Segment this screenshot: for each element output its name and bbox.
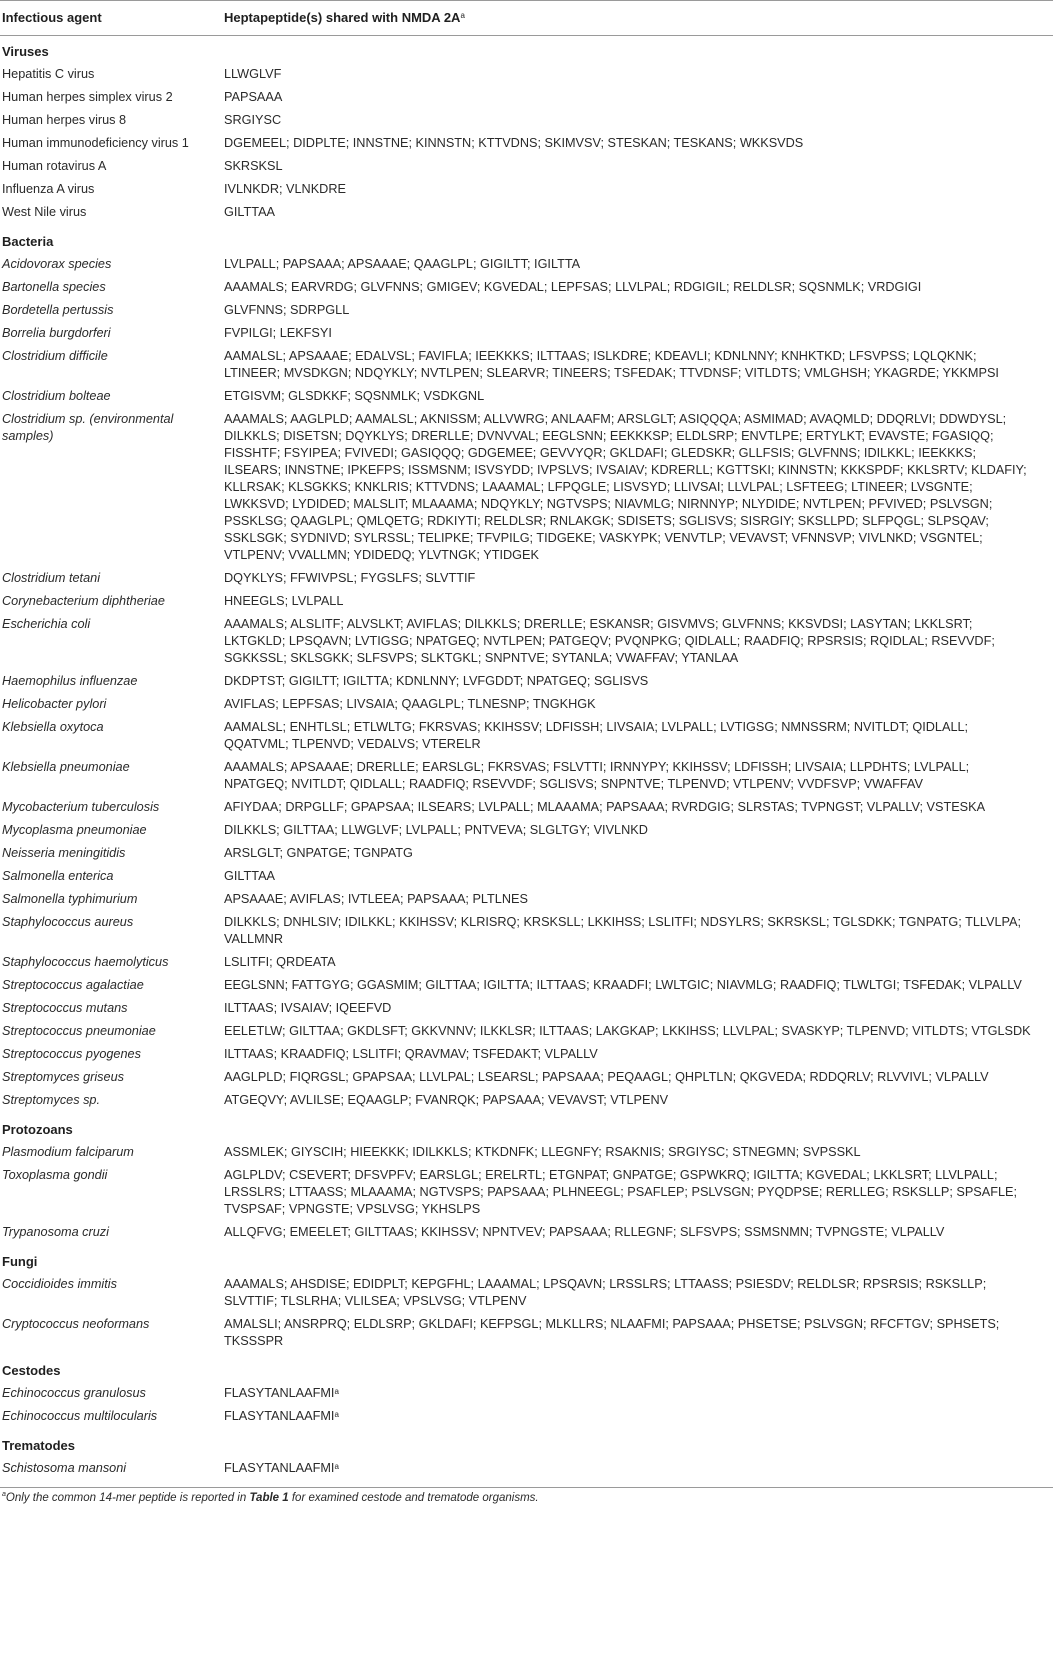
agent-cell: Streptococcus agalactiae — [2, 978, 144, 992]
group-row — [0, 224, 1053, 253]
agent-cell: Hepatitis C virus — [2, 67, 95, 81]
agent-cell: Helicobacter pylori — [2, 697, 107, 711]
footnote-table-ref: Table 1 — [249, 1492, 289, 1504]
peptides-text: GLVFNNS; SDRPGLL — [224, 303, 350, 317]
peptides-cell — [222, 670, 1053, 693]
table-row — [0, 590, 1053, 613]
agent-cell: Staphylococcus haemolyticus — [2, 955, 169, 969]
peptides-cell — [222, 132, 1053, 155]
table-body — [0, 36, 1053, 1488]
peptides-cell — [222, 567, 1053, 590]
peptides-text: ILTTAAS; IVSAIAV; IQEEFVD — [224, 1001, 392, 1015]
peptides-text: AVIFLAS; LEPFSAS; LIVSAIA; QAAGLPL; TLNESNP; TNGKHGK — [224, 697, 596, 711]
group-row — [0, 1353, 1053, 1382]
peptides-cell — [222, 155, 1053, 178]
agent-cell: Mycoplasma pneumoniae — [2, 823, 147, 837]
peptides-text: AAAMALS; AAGLPLD; AAMALSL; AKNISSM; ALLVWRG; ANLAAFM; ARSLGLT; ASIQQQA; ASMIMAD; AVAQMLD; DDQRLVI; DDWDYSL; DILKKLS; DISETSN; DQYKLYS; DRERLLE; DVNVVAL; EEGLSNN; EEKKKSP; ELDLSRP; ENVTLPE; ERTYLKT; EVAVSTE; FGASIQQ; FISSHTF; FSYIPEA; FVIVEDI; GASIQQQ; GDGEMEE; GEVVYQR; GKLDAFI; GLEDSKR; GLLFSIS; GLVFNNS; IDILKKL; IEEKKKS; ILSEARS; INNSTNE; IPKEFPS; ISSMSNM; ISVSYDD; IVPSLVS; IVSAIAV; KDRERLL; KGTTSKI; KINNSTN; KKKSPDF; KKLSRTV; KLDAFIY; KLLRSAK; KLSGKKS; KNKLRIS; KTTVDNS; LAAAMAL; LFPQGLE; LISVSYD; LLIVSAI; LLVLPAL; LSFTEEG; LTINEER; LVSGNTE; LWKKSVD; LYDIDED; MALSLIT; MLAAAMA; NDQYKLY; NGTVSPS; NIAVMLG; NIRNNYP; NLYDIDE; NVTLPEN; PFVIVED; PSLVSGN; PSSKLSG; QAAGLPL; QMLQETG; RDKIYTI; RELDLSR; RNLAKGK; SDISETS; SGLISVS; SISRGIY; SKSLLPD; SLFPQGL; SLPSQAV; SSKLSGK; SYDNIVD; SYLRSSL; TELIPKE; TFVPILG; TIDGEKE; VASKYPK; VENVTLP; VEVAVST; VFNNSVP; VIVLNKD; VSGNTEL; VTLPENV; VVALLMN; YDIDEDQ; YLVTNGK; YTIDGEK — [224, 412, 1027, 562]
table-row — [0, 951, 1053, 974]
table-row — [0, 408, 1053, 567]
group-heading: Viruses — [2, 44, 49, 59]
group-row — [0, 1428, 1053, 1457]
table-row — [0, 345, 1053, 385]
peptides-text: DKDPTST; GIGILTT; IGILTTA; KDNLNNY; LVFGDDT; NPATGEQ; SGLISVS — [224, 674, 649, 688]
table-row — [0, 716, 1053, 756]
table-row — [0, 132, 1053, 155]
agent-cell: Coccidioides immitis — [2, 1277, 117, 1291]
peptides-cell — [222, 408, 1053, 567]
table-row — [0, 1164, 1053, 1221]
peptides-cell — [222, 276, 1053, 299]
peptides-cell — [222, 1405, 1053, 1428]
table-row — [0, 1221, 1053, 1244]
peptides-text: APSAAAE; AVIFLAS; IVTLEEA; PAPSAAA; PLTLNES — [224, 892, 528, 906]
peptides-cell — [222, 299, 1053, 322]
header-footnote-marker: a — [460, 11, 465, 20]
peptides-text: AAMALSL; ENHTLSL; ETLWLTG; FKRSVAS; KKIHSSV; LDFISSH; LIVSAIA; LVLPALL; LVTIGSG; NMNSSRM; NVITLDT; QIDLALL; QQATVML; TLPENVD; VEDALVS; VTERELR — [224, 720, 969, 751]
peptides-text: AAMALSL; APSAAAE; EDALVSL; FAVIFLA; IEEKKKS; ILTTAAS; ISLKDRE; KDEAVLI; KDNLNNY; KNHKTKD; LFSVPSS; LQLQKNK; LTINEER; MVSDKGN; NDQYKLY; NVTLPEN; SLEARVR; TINEERS; TSFEDAK; TTVDNSF; VITLDTS; VMLGHSH; YKAGRDE; YKKMPSI — [224, 349, 999, 380]
table-row — [0, 974, 1053, 997]
peptides-cell — [222, 86, 1053, 109]
table-row — [0, 385, 1053, 408]
peptides-text: LSLITFI; QRDEATA — [224, 955, 336, 969]
table-row — [0, 613, 1053, 670]
agent-cell: Bordetella pertussis — [2, 303, 114, 317]
peptides-text: FLASYTANLAAFMI — [224, 1461, 335, 1475]
agent-cell: West Nile virus — [2, 205, 87, 219]
agent-cell: Clostridium bolteae — [2, 389, 111, 403]
agent-cell: Schistosoma mansoni — [2, 1461, 127, 1475]
table-row — [0, 865, 1053, 888]
table-row — [0, 1020, 1053, 1043]
table-row — [0, 819, 1053, 842]
peptides-cell — [222, 716, 1053, 756]
peptides-text: ALLQFVG; EMEELET; GILTTAAS; KKIHSSV; NPNTVEV; PAPSAAA; RLLEGNF; SLFSVPS; SSMSNMN; TVPNGSTE; VLPALLV — [224, 1225, 945, 1239]
peptides-text: PAPSAAA — [224, 90, 283, 104]
agent-cell: Streptococcus pyogenes — [2, 1047, 141, 1061]
peptides-cell — [222, 974, 1053, 997]
table-row — [0, 567, 1053, 590]
agent-cell: Human rotavirus A — [2, 159, 107, 173]
table-row — [0, 1043, 1053, 1066]
table-row — [0, 1273, 1053, 1313]
footnote-text-after: for examined cestode and trematode organisms. — [288, 1492, 539, 1504]
peptides-text: AAAMALS; ALSLITF; ALVSLKT; AVIFLAS; DILKKLS; DRERLLE; ESKANSR; GISVMVS; GLVFNNS; KKSVDSI; LASYTAN; LKKLSRT; LKTGKLD; LPSQAVN; LVTIGSG; NPATGEQ; NVTLPEN; PATGEQV; PVQNPKG; QIDLALL; RAADFIQ; RPSRSIS; RQIDLAL; RSEVVDF; SGKKSSL; SKLSGKK; SLFSVPS; SLKTGKL; SNPNTVE; SYTANLA; VWAFFAV; YTANLAA — [224, 617, 995, 665]
peptides-cell — [222, 1273, 1053, 1313]
peptides-text: ILTTAAS; KRAADFIQ; LSLITFI; QRAVMAV; TSFEDAKT; VLPALLV — [224, 1047, 598, 1061]
table-row — [0, 63, 1053, 86]
footnote-marker: a — [334, 1410, 339, 1419]
table-row — [0, 299, 1053, 322]
peptides-text: AAAMALS; APSAAAE; DRERLLE; EARSLGL; FKRSVAS; FSLVTTI; IRNNYPY; KKIHSSV; LDFISSH; LIVSAIA; LLPDHTS; LVLPALL; NPATGEQ; NVITLDT; QIDLALL; RAADFIQ; RSEVVDF; SGLISVS; SNPNTVE; TLPENVD; VTLPENV; VVDFSVP; VWAFFAV — [224, 760, 970, 791]
peptides-cell — [222, 613, 1053, 670]
agent-cell: Trypanosoma cruzi — [2, 1225, 109, 1239]
peptides-cell — [222, 1141, 1053, 1164]
peptides-cell — [222, 109, 1053, 132]
agent-cell: Streptomyces sp. — [2, 1093, 101, 1107]
peptides-cell — [222, 1164, 1053, 1221]
peptides-text: ATGEQVY; AVLILSE; EQAAGLP; FVANRQK; PAPSAAA; VEVAVST; VTLPENV — [224, 1093, 669, 1107]
peptides-text: AGLPLDV; CSEVERT; DFSVPFV; EARSLGL; ERELRTL; ETGNPAT; GNPATGE; GSPWKRQ; IGILTTA; KGVEDAL; LKKLSRT; LLVLPALL; LRSSLRS; LTTAASS; MLAAAMA; NGTVSPS; PAPSAAA; PLHNEEGL; PSAFLEP; PSLVSGN; PYQDPSE; RERLLEG; RSKSLLP; SPSAFLE; TVSPSAF; VPNGSTE; VPSLVSG; YKHSLPS — [224, 1168, 1018, 1216]
table-row — [0, 911, 1053, 951]
peptides-text: FLASYTANLAAFMI — [224, 1409, 335, 1423]
peptides-cell — [222, 1221, 1053, 1244]
peptides-cell — [222, 253, 1053, 276]
peptides-cell — [222, 1382, 1053, 1405]
agent-cell: Echinococcus multilocularis — [2, 1409, 158, 1423]
peptides-cell — [222, 1457, 1053, 1487]
agent-cell: Klebsiella pneumoniae — [2, 760, 130, 774]
peptides-text: AFIYDAA; DRPGLLF; GPAPSAA; ILSEARS; LVLPALL; MLAAAMA; PAPSAAA; RVRDGIG; SLRSTAS; TVPNGST; VLPALLV; VSTESKA — [224, 800, 986, 814]
agent-cell: Human herpes virus 8 — [2, 113, 127, 127]
peptides-text: DGEMEEL; DIDPLTE; INNSTNE; KINNSTN; KTTVDNS; SKIMVSV; STESKAN; TESKANS; WKKSVDS — [224, 136, 804, 150]
agent-cell: Neisseria meningitidis — [2, 846, 126, 860]
peptides-text: AAAMALS; AHSDISE; EDIDPLT; KEPGFHL; LAAAMAL; LPSQAVN; LRSSLRS; LTTAASS; PSIESDV; RELDLSR; RPSRSIS; RSKSLLP; SLVTTIF; TLSLRHA; VLILSEA; VPSLVSG; VTLPENV — [224, 1277, 987, 1308]
table-row — [0, 276, 1053, 299]
peptides-text: DILKKLS; GILTTAA; LLWGLVF; LVLPALL; PNTVEVA; SLGLTGY; VIVLNKD — [224, 823, 648, 837]
header-heptapeptides — [222, 1, 1053, 36]
agent-cell: Escherichia coli — [2, 617, 91, 631]
agent-cell: Streptococcus pneumoniae — [2, 1024, 156, 1038]
table-row — [0, 842, 1053, 865]
table-row — [0, 1313, 1053, 1353]
table-row — [0, 670, 1053, 693]
group-heading: Protozoans — [2, 1122, 73, 1137]
table-row — [0, 178, 1053, 201]
peptides-text: HNEEGLS; LVLPALL — [224, 594, 344, 608]
agent-cell: Toxoplasma gondii — [2, 1168, 108, 1182]
agent-cell: Borrelia burgdorferi — [2, 326, 111, 340]
peptides-cell — [222, 322, 1053, 345]
peptides-text: AMALSLI; ANSRPRQ; ELDLSRP; GKLDAFI; KEFPSGL; MLKLLRS; NLAAFMI; PAPSAAA; PHSETSE; PSLVSGN; RFCFTGV; SPHSETS; TKSSSPR — [224, 1317, 1000, 1348]
peptides-cell — [222, 385, 1053, 408]
table-row — [0, 1457, 1053, 1487]
peptides-cell — [222, 951, 1053, 974]
table-row — [0, 109, 1053, 132]
table-header — [0, 1, 1053, 36]
peptides-cell — [222, 201, 1053, 224]
table-row — [0, 1141, 1053, 1164]
peptides-text: IVLNKDR; VLNKDRE — [224, 182, 346, 196]
agent-cell: Mycobacterium tuberculosis — [2, 800, 160, 814]
footnote-marker: a — [2, 1491, 6, 1498]
agent-cell: Salmonella enterica — [2, 869, 114, 883]
peptides-text: ETGISVM; GLSDKKF; SQSNMLK; VSDKGNL — [224, 389, 485, 403]
peptides-text: AAGLPLD; FIQRGSL; GPAPSAA; LLVLPAL; LSEARSL; PAPSAAA; PEQAAGL; QHPLTLN; QKGVEDA; RDDQRLV; RLVVIVL; VLPALLV — [224, 1070, 989, 1084]
peptides-cell — [222, 796, 1053, 819]
agent-cell: Clostridium difficile — [2, 349, 108, 363]
peptides-cell — [222, 1313, 1053, 1353]
peptides-cell — [222, 911, 1053, 951]
peptides-text: FVPILGI; LEKFSYI — [224, 326, 332, 340]
peptides-text: GILTTAA — [224, 869, 275, 883]
peptides-text: DQYKLYS; FFWIVPSL; FYGSLFS; SLVTTIF — [224, 571, 476, 585]
peptides-text: FLASYTANLAAFMI — [224, 1386, 335, 1400]
table-row — [0, 86, 1053, 109]
agent-cell: Cryptococcus neoformans — [2, 1317, 150, 1331]
group-heading: Trematodes — [2, 1438, 75, 1453]
agent-cell: Human immunodeficiency virus 1 — [2, 136, 189, 150]
table-row — [0, 1066, 1053, 1089]
group-row — [0, 36, 1053, 64]
peptides-cell — [222, 178, 1053, 201]
agent-cell: Staphylococcus aureus — [2, 915, 134, 929]
table-row — [0, 1382, 1053, 1405]
group-row — [0, 1112, 1053, 1141]
table-row — [0, 322, 1053, 345]
table-row — [0, 253, 1053, 276]
peptides-cell — [222, 1020, 1053, 1043]
group-heading: Cestodes — [2, 1363, 61, 1378]
table-row — [0, 155, 1053, 178]
agent-cell: Echinococcus granulosus — [2, 1386, 146, 1400]
agent-cell: Human herpes simplex virus 2 — [2, 90, 173, 104]
peptides-cell — [222, 1089, 1053, 1112]
peptides-cell — [222, 888, 1053, 911]
agent-cell: Plasmodium falciparum — [2, 1145, 134, 1159]
peptides-text: LLWGLVF — [224, 67, 282, 81]
header-heptapeptides-label: Heptapeptide(s) shared with NMDA 2A — [224, 10, 461, 25]
peptides-text: AAAMALS; EARVRDG; GLVFNNS; GMIGEV; KGVEDAL; LEPFSAS; LLVLPAL; RDGIGIL; RELDLSR; SQSNMLK; VRDGIGI — [224, 280, 922, 294]
table-row — [0, 201, 1053, 224]
peptides-text: SRGIYSC — [224, 113, 282, 127]
agent-cell: Streptomyces griseus — [2, 1070, 124, 1084]
peptides-cell — [222, 997, 1053, 1020]
peptides-cell — [222, 345, 1053, 385]
group-heading: Fungi — [2, 1254, 38, 1269]
peptides-cell — [222, 693, 1053, 716]
agent-cell: Clostridium sp. (environmental samples) — [2, 412, 174, 443]
peptides-text: EEGLSNN; FATTGYG; GGASMIM; GILTTAA; IGILTTA; ILTTAAS; KRAADFI; LWLTGIC; NIAVMLG; RAADFIQ; TLWLTGI; TSFEDAK; VLPALLV — [224, 978, 1022, 992]
footnote-text-before: Only the common 14-mer peptide is reported in — [5, 1492, 250, 1504]
agent-cell: Influenza A virus — [2, 182, 95, 196]
table-row — [0, 756, 1053, 796]
agent-cell: Corynebacterium diphtheriae — [2, 594, 165, 608]
table-footnote — [0, 1487, 1053, 1508]
peptides-cell — [222, 590, 1053, 613]
table-row — [0, 693, 1053, 716]
agent-cell: Clostridium tetani — [2, 571, 101, 585]
group-heading: Bacteria — [2, 234, 54, 249]
footnote-marker: a — [334, 1387, 339, 1396]
agent-cell: Streptococcus mutans — [2, 1001, 128, 1015]
header-infectious-agent: Infectious agent — [0, 1, 222, 36]
agent-cell: Bartonella species — [2, 280, 106, 294]
agent-cell: Acidovorax species — [2, 257, 112, 271]
peptides-text: SKRSKSL — [224, 159, 283, 173]
peptides-text: ARSLGLT; GNPATGE; TGNPATG — [224, 846, 413, 860]
peptides-cell — [222, 819, 1053, 842]
agent-cell: Klebsiella oxytoca — [2, 720, 104, 734]
peptides-text: ASSMLEK; GIYSCIH; HIEEKKK; IDILKKLS; KTKDNFK; LLEGNFY; RSAKNIS; SRGIYSC; STNEGMN; SVPSSKL — [224, 1145, 861, 1159]
peptides-cell — [222, 1043, 1053, 1066]
group-row — [0, 1244, 1053, 1273]
table-row — [0, 888, 1053, 911]
peptides-cell — [222, 842, 1053, 865]
table-row — [0, 1405, 1053, 1428]
agent-cell: Haemophilus influenzae — [2, 674, 138, 688]
peptides-cell — [222, 865, 1053, 888]
peptides-cell — [222, 756, 1053, 796]
peptides-text: DILKKLS; DNHLSIV; IDILKKL; KKIHSSV; KLRISRQ; KRSKSLL; LKKIHSS; LSLITFI; NDSYLRS; SKRSKSL; TGLSDKK; TGNPATG; TLLVLPA; VALLMNR — [224, 915, 1022, 946]
peptides-text: GILTTAA — [224, 205, 275, 219]
footnote-marker: a — [334, 1462, 339, 1471]
agent-cell: Salmonella typhimurium — [2, 892, 138, 906]
peptides-cell — [222, 63, 1053, 86]
table-row — [0, 796, 1053, 819]
peptides-cell — [222, 1066, 1053, 1089]
peptides-text: EELETLW; GILTTAA; GKDLSFT; GKKVNNV; ILKKLSR; ILTTAAS; LAKGKAP; LKKIHSS; LLVLPAL; SVASKYP; TLPENVD; VITLDTS; VTGLSDK — [224, 1024, 1031, 1038]
table-row — [0, 997, 1053, 1020]
table-row — [0, 1089, 1053, 1112]
peptides-text: LVLPALL; PAPSAAA; APSAAAE; QAAGLPL; GIGILTT; IGILTTA — [224, 257, 581, 271]
